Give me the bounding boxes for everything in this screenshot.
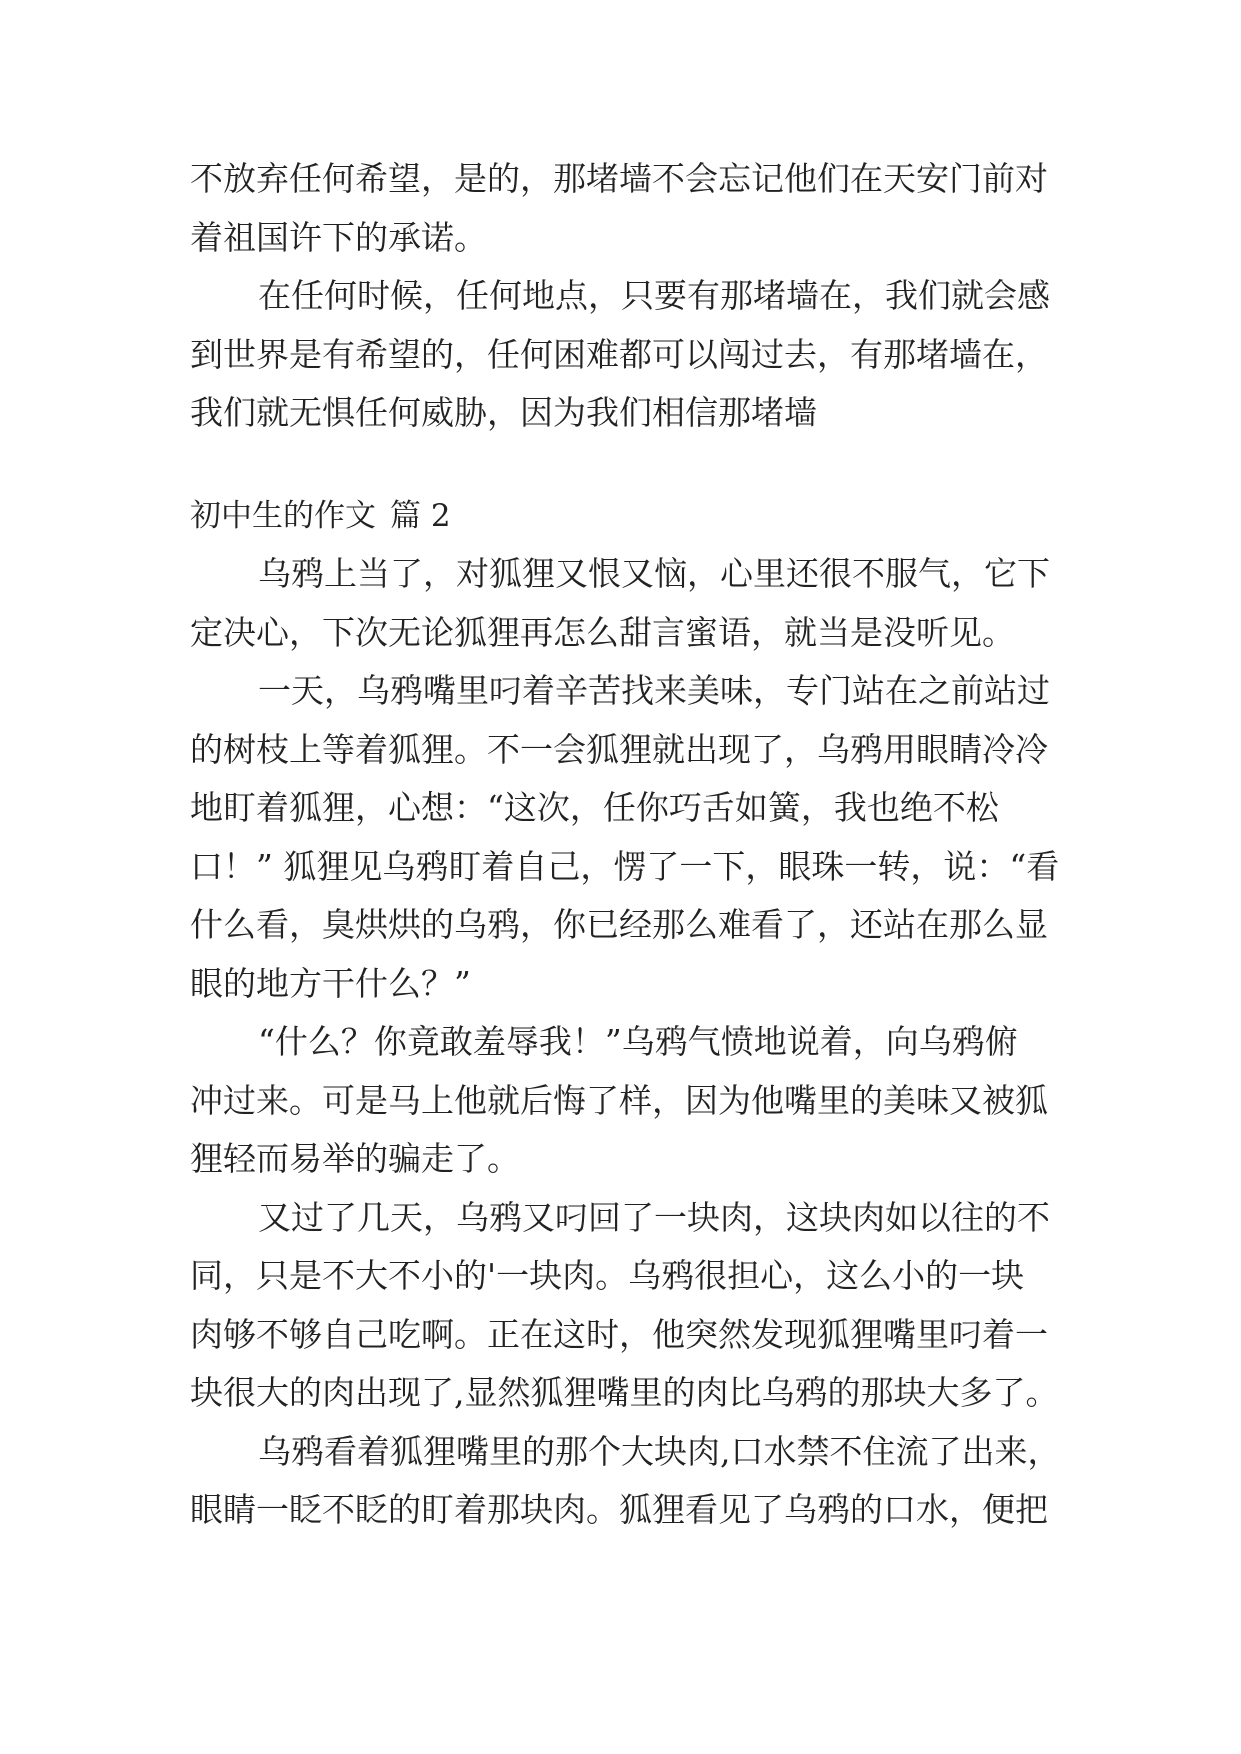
text-line: 眼睛一眨不眨的盯着那块肉。狐狸看见了乌鸦的口水，便把	[190, 1490, 1048, 1529]
text-line: 肉够不够自己吃啊。正在这时，他突然发现狐狸嘴里叼着一	[190, 1314, 1048, 1354]
paragraph-continuation	[190, 150, 1050, 267]
text-line: 乌鸦上当了，对狐狸又恨又恼，心里还很不服气，它下	[258, 554, 1050, 593]
text-line: 块很大的肉出现了,显然狐狸嘴里的肉比乌鸦的那块大多了。	[190, 1373, 1059, 1412]
text-line: 我们就无惧任何威胁，因为我们相信那堵墙	[190, 393, 817, 432]
paragraph	[190, 662, 1060, 1013]
text-line: 什么看，臭烘烘的乌鸦，你已经那么难看了，还站在那么显	[190, 905, 1048, 944]
text-line: 又过了几天，乌鸦又叼回了一块肉，这块肉如以往的不	[258, 1197, 1050, 1237]
section-spacer	[190, 443, 1050, 487]
text-line: 眼的地方干什么？”	[190, 963, 471, 1003]
text-line: 冲过来。可是马上他就后悔了样，因为他嘴里的美味又被狐	[190, 1080, 1048, 1120]
paragraph	[190, 545, 1050, 662]
text-line: 乌鸦看着狐狸嘴里的那个大块肉,口水禁不住流了出来，	[258, 1431, 1061, 1471]
text-line: 定决心，下次无论狐狸再怎么甜言蜜语，就当是没听见。	[190, 612, 1015, 652]
text-line: “什么？你竟敢羞辱我！”乌鸦气愤地说着，向乌鸦俯	[258, 1022, 1018, 1061]
paragraph	[190, 267, 1050, 443]
paragraph	[190, 1013, 1050, 1189]
paragraph	[190, 1423, 1061, 1540]
section-title: 初中生的作文	[190, 497, 376, 534]
document-page	[190, 150, 1061, 1540]
paragraph	[190, 1189, 1059, 1423]
text-line: 同，只是不大不小的'一块肉。乌鸦很担心，这么小的一块	[190, 1256, 1025, 1295]
section-number: 篇 2	[390, 497, 451, 534]
section-heading	[190, 487, 1050, 546]
text-line: 地盯着狐狸，心想：“这次，任你巧舌如簧，我也绝不松	[190, 788, 999, 827]
text-line: 不放弃任何希望，是的，那堵墙不会忘记他们在天安门前对	[190, 159, 1048, 198]
text-line: 口！” 狐狸见乌鸦盯着自己，愣了一下，眼珠一转，说：“看	[190, 846, 1060, 886]
text-line: 到世界是有希望的，任何困难都可以闯过去，有那堵墙在，	[190, 334, 1048, 374]
text-line: 狸轻而易举的骗走了。	[190, 1139, 520, 1178]
text-line: 的树枝上等着狐狸。不一会狐狸就出现了，乌鸦用眼睛冷冷	[190, 729, 1048, 769]
text-line: 在任何时候，任何地点，只要有那堵墙在，我们就会感	[258, 276, 1050, 315]
text-line: 着祖国许下的承诺。	[190, 217, 487, 257]
text-line: 一天，乌鸦嘴里叼着辛苦找来美味，专门站在之前站过	[258, 671, 1050, 710]
